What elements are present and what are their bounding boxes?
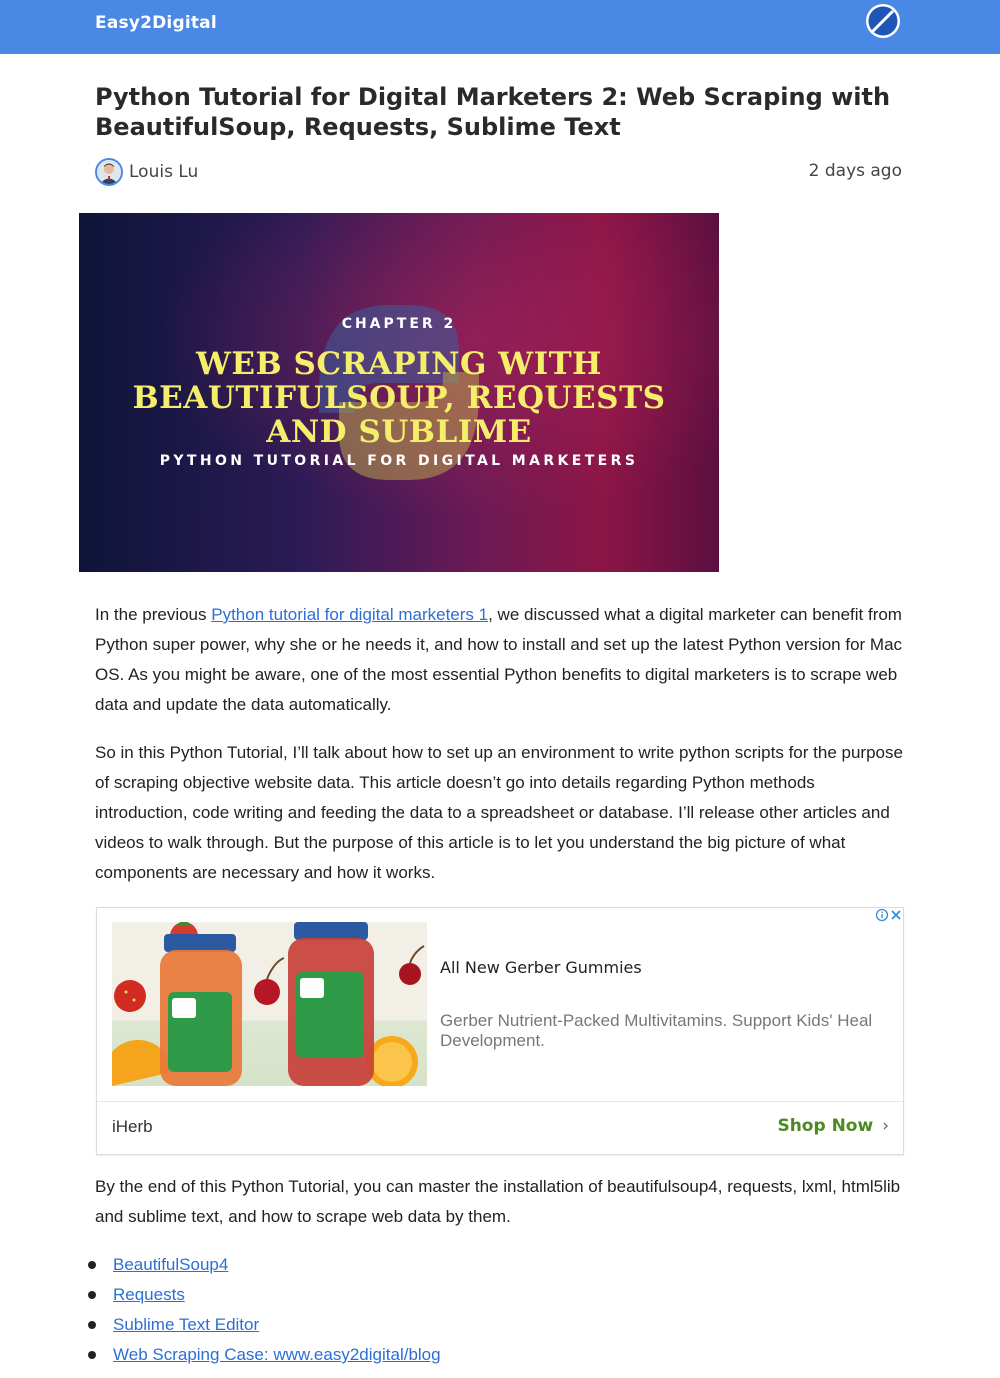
previous-tutorial-link[interactable]: Python tutorial for digital marketers 1 [211, 605, 489, 624]
compass-logo-icon[interactable] [864, 2, 902, 40]
requests-link[interactable]: Requests [113, 1285, 185, 1304]
paragraph-text: , we discussed what a digital marketer can benefit from Python super power, why she or he needs it, and how to install and set up the latest Python version for Mac OS. As you might be aware, one of the most essential Python benefits to digital marketers is to scrape web data and update the data automatically. [95, 605, 903, 714]
ad-card[interactable] [96, 907, 904, 1155]
list-item [95, 1250, 441, 1280]
hero-chapter: CHAPTER 2 [341, 316, 457, 332]
close-icon[interactable] [889, 908, 903, 922]
list-item [95, 1310, 441, 1340]
top-bar [0, 0, 1000, 54]
ad-description-line: Gerber Nutrient-Packed Multivitamins. Support Kids' Heal [440, 1011, 873, 1030]
author-name[interactable]: Louis Lu [129, 162, 199, 182]
ad-advertiser[interactable]: iHerb [112, 1117, 153, 1136]
web-scraping-case-link[interactable]: Web Scraping Case: www.easy2digital/blog [113, 1345, 441, 1364]
hero-headline-line: BEAUTIFULSOUP, REQUESTS [132, 380, 666, 416]
avatar[interactable] [95, 158, 123, 186]
topic-links-list [95, 1250, 441, 1370]
paragraph-outcome: By the end of this Python Tutorial, you can master the installation of beautifulsoup4, requests, lxml, html5lib and sublime text, and how to scrape web data by them. [95, 1177, 901, 1226]
ad-description [440, 1011, 904, 1051]
hero-image [79, 213, 719, 572]
hero-headline-line: WEB SCRAPING WITH [196, 346, 602, 382]
ad-product-image[interactable] [112, 922, 427, 1086]
author-block [95, 157, 198, 187]
list-item [95, 1340, 441, 1370]
ad-badges [875, 908, 903, 922]
hero-headline-line: AND SUBLIME [266, 414, 532, 450]
ad-description-line: Development. [440, 1031, 545, 1050]
beautifulsoup4-link[interactable]: BeautifulSoup4 [113, 1255, 229, 1274]
site-name[interactable]: Easy2Digital [95, 13, 217, 33]
shop-now-label: Shop Now [777, 1116, 874, 1136]
ad-title[interactable]: All New Gerber Gummies [440, 958, 642, 977]
chevron-right-icon: › [882, 1116, 889, 1136]
info-icon[interactable] [875, 908, 889, 922]
article-title: Python Tutorial for Digital Marketers 2: Web Scraping with BeautifulSoup, Requests, Sublime Text [95, 83, 891, 141]
paragraph-text: In the previous [95, 605, 212, 624]
paragraph-overview: So in this Python Tutorial, I’ll talk about how to set up an environment to write python scripts for the purpose of scraping objective website data. This article doesn’t go into details regarding Python methods introduction, code writing and feeding the data to a spreadsheet or database. I’ll release other articles and videos to walk through. But the purpose of this article is to let you understand the big picture of what components are necessary and how it works. [95, 743, 903, 882]
list-item [95, 1280, 441, 1310]
paragraph-intro [95, 600, 905, 720]
post-date: 2 days ago [808, 161, 902, 181]
hero-subtitle: PYTHON TUTORIAL FOR DIGITAL MARKETERS [159, 453, 639, 469]
shop-now-button[interactable] [777, 1116, 889, 1136]
ad-divider [97, 1101, 904, 1102]
sublime-text-link[interactable]: Sublime Text Editor [113, 1315, 260, 1334]
hero-headline [79, 347, 719, 449]
